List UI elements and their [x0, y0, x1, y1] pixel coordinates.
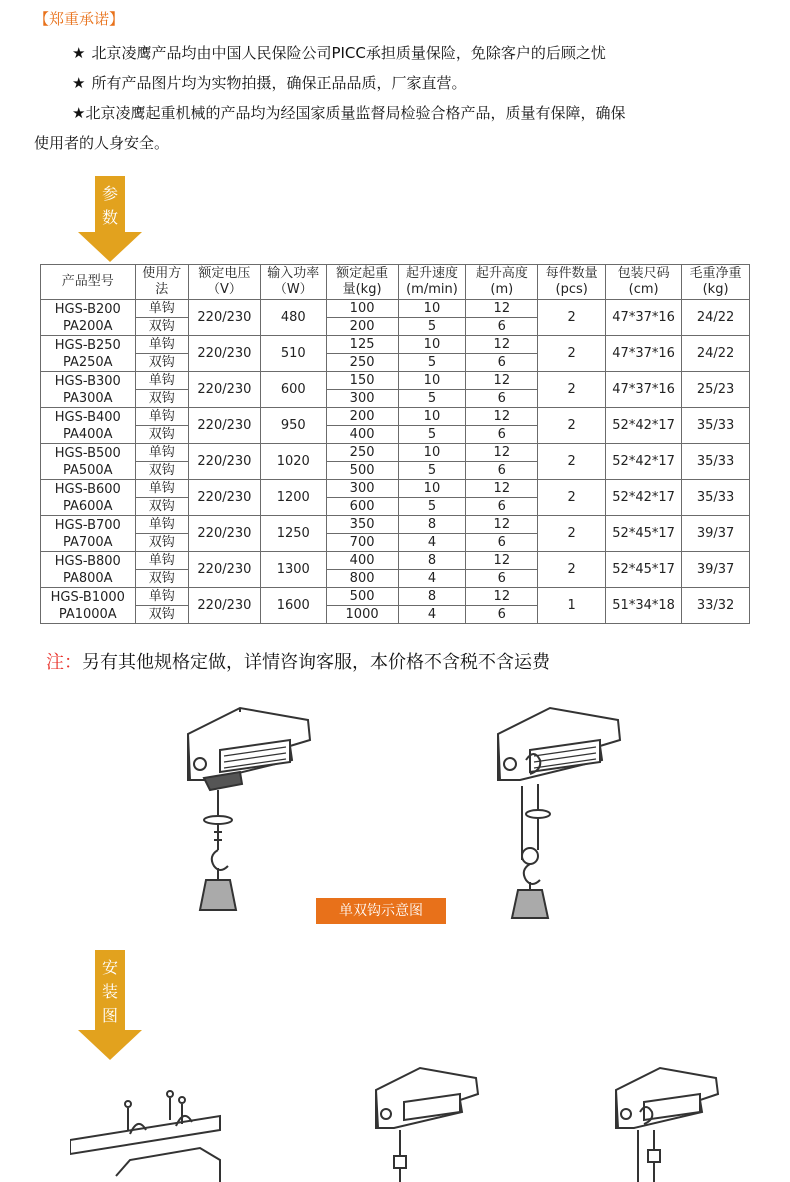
promise-item-3-continued: 使用者的人身安全。: [34, 134, 170, 152]
method-cell: 双钩: [135, 462, 188, 480]
height-cell: 12: [466, 444, 538, 462]
model-cell: HGS-B300 PA300A: [41, 372, 136, 408]
power-cell: 1600: [260, 588, 326, 624]
height-cell: 6: [466, 318, 538, 336]
column-header: 额定电压 （V）: [188, 265, 260, 300]
method-cell: 双钩: [135, 498, 188, 516]
table-row: [41, 444, 750, 462]
height-cell: 12: [466, 336, 538, 354]
column-header: 毛重净重 (kg): [682, 265, 750, 300]
arrow-down-icon: [78, 232, 142, 262]
table-header-row: [41, 265, 750, 300]
table-row: [41, 480, 750, 498]
weight-cell: 39/37: [682, 516, 750, 552]
qty-cell: 2: [538, 444, 606, 480]
column-header: 包装尺码 (cm): [606, 265, 682, 300]
height-cell: 6: [466, 354, 538, 372]
model-cell: HGS-B1000 PA1000A: [41, 588, 136, 624]
weight-cell: 35/33: [682, 444, 750, 480]
height-cell: 6: [466, 606, 538, 624]
speed-cell: 8: [398, 516, 466, 534]
qty-cell: 1: [538, 588, 606, 624]
weight-cell: 39/37: [682, 552, 750, 588]
load-cell: 300: [326, 480, 398, 498]
height-cell: 6: [466, 426, 538, 444]
speed-cell: 10: [398, 336, 466, 354]
method-cell: 双钩: [135, 606, 188, 624]
load-cell: 700: [326, 534, 398, 552]
speed-cell: 10: [398, 300, 466, 318]
load-cell: 150: [326, 372, 398, 390]
qty-cell: 2: [538, 480, 606, 516]
qty-cell: 2: [538, 336, 606, 372]
load-cell: 300: [326, 390, 398, 408]
weight-cell: 35/33: [682, 408, 750, 444]
power-cell: 510: [260, 336, 326, 372]
qty-cell: 2: [538, 516, 606, 552]
speed-cell: 4: [398, 534, 466, 552]
method-cell: 单钩: [135, 552, 188, 570]
weight-cell: 24/22: [682, 336, 750, 372]
load-cell: 125: [326, 336, 398, 354]
height-cell: 6: [466, 534, 538, 552]
note-prefix: 注：: [46, 652, 82, 673]
weight-cell: 25/23: [682, 372, 750, 408]
size-cell: 52*42*17: [606, 480, 682, 516]
method-cell: 单钩: [135, 588, 188, 606]
promise-item-text: 所有产品图片均为实物拍摄，确保正品品质，厂家直营。: [91, 74, 467, 92]
table-body: [41, 300, 750, 624]
promise-item-2: [72, 72, 466, 93]
load-cell: 100: [326, 300, 398, 318]
star-icon: ★: [72, 74, 86, 92]
power-cell: 950: [260, 408, 326, 444]
pricing-note: [46, 648, 550, 674]
height-cell: 12: [466, 516, 538, 534]
size-cell: 52*42*17: [606, 408, 682, 444]
install-badge-label: 安 装 图: [95, 950, 125, 1030]
voltage-cell: 220/230: [188, 372, 260, 408]
height-cell: 6: [466, 570, 538, 588]
voltage-cell: 220/230: [188, 588, 260, 624]
voltage-cell: 220/230: [188, 336, 260, 372]
method-cell: 单钩: [135, 300, 188, 318]
model-cell: HGS-B700 PA700A: [41, 516, 136, 552]
speed-cell: 8: [398, 588, 466, 606]
speed-cell: 8: [398, 552, 466, 570]
height-cell: 12: [466, 300, 538, 318]
method-cell: 单钩: [135, 336, 188, 354]
method-cell: 双钩: [135, 390, 188, 408]
load-cell: 200: [326, 408, 398, 426]
table-row: [41, 408, 750, 426]
size-cell: 51*34*18: [606, 588, 682, 624]
load-cell: 400: [326, 552, 398, 570]
model-cell: HGS-B600 PA600A: [41, 480, 136, 516]
method-cell: 单钩: [135, 408, 188, 426]
height-cell: 6: [466, 390, 538, 408]
star-icon: ★: [72, 44, 86, 62]
arrow-down-icon: [78, 1030, 142, 1060]
table-row: [41, 588, 750, 606]
power-cell: 1200: [260, 480, 326, 516]
speed-cell: 5: [398, 462, 466, 480]
speed-cell: 4: [398, 570, 466, 588]
power-cell: 480: [260, 300, 326, 336]
load-cell: 250: [326, 444, 398, 462]
table-row: [41, 300, 750, 318]
installation-single-hook-drawing: [370, 1060, 490, 1182]
voltage-cell: 220/230: [188, 516, 260, 552]
star-icon: ★: [72, 104, 86, 122]
size-cell: 52*42*17: [606, 444, 682, 480]
table-row: [41, 336, 750, 354]
params-badge-label: 参 数: [95, 176, 125, 232]
height-cell: 12: [466, 372, 538, 390]
table-row: [41, 516, 750, 534]
model-cell: HGS-B250 PA250A: [41, 336, 136, 372]
table-row: [41, 552, 750, 570]
load-cell: 250: [326, 354, 398, 372]
height-cell: 12: [466, 408, 538, 426]
method-cell: 双钩: [135, 354, 188, 372]
column-header: 起升高度 (m): [466, 265, 538, 300]
height-cell: 12: [466, 480, 538, 498]
height-cell: 6: [466, 498, 538, 516]
voltage-cell: 220/230: [188, 552, 260, 588]
speed-cell: 10: [398, 480, 466, 498]
column-header: 起升速度 (m/min): [398, 265, 466, 300]
note-text: 另有其他规格定做，详情咨询客服，本价格不含税不含运费: [82, 652, 550, 673]
params-badge: [78, 176, 142, 262]
power-cell: 1300: [260, 552, 326, 588]
promise-item-text: 北京凌鹰起重机械的产品均为经国家质量监督局检验合格产品，质量有保障，确保: [85, 104, 626, 122]
weight-cell: 35/33: [682, 480, 750, 516]
voltage-cell: 220/230: [188, 444, 260, 480]
size-cell: 52*45*17: [606, 516, 682, 552]
qty-cell: 2: [538, 300, 606, 336]
model-cell: HGS-B200 PA200A: [41, 300, 136, 336]
installation-double-hook-drawing: [610, 1060, 730, 1182]
method-cell: 双钩: [135, 534, 188, 552]
install-badge: [78, 950, 142, 1060]
speed-cell: 5: [398, 354, 466, 372]
load-cell: 500: [326, 462, 398, 480]
hook-diagram-caption: 单双钩示意图: [316, 898, 446, 924]
size-cell: 52*45*17: [606, 552, 682, 588]
load-cell: 1000: [326, 606, 398, 624]
weight-cell: 24/22: [682, 300, 750, 336]
weight-cell: 33/32: [682, 588, 750, 624]
size-cell: 47*37*16: [606, 372, 682, 408]
voltage-cell: 220/230: [188, 300, 260, 336]
table-row: [41, 372, 750, 390]
voltage-cell: 220/230: [188, 480, 260, 516]
promise-item-text: 北京凌鹰产品均由中国人民保险公司PICC承担质量保险，免除客户的后顾之忧: [91, 44, 606, 62]
promise-item-1: [72, 42, 606, 63]
power-cell: 600: [260, 372, 326, 408]
column-header: 产品型号: [41, 265, 136, 300]
speed-cell: 5: [398, 318, 466, 336]
qty-cell: 2: [538, 372, 606, 408]
method-cell: 单钩: [135, 516, 188, 534]
method-cell: 单钩: [135, 444, 188, 462]
qty-cell: 2: [538, 408, 606, 444]
speed-cell: 10: [398, 408, 466, 426]
model-cell: HGS-B800 PA800A: [41, 552, 136, 588]
qty-cell: 2: [538, 552, 606, 588]
method-cell: 双钩: [135, 426, 188, 444]
speed-cell: 5: [398, 426, 466, 444]
model-cell: HGS-B400 PA400A: [41, 408, 136, 444]
load-cell: 500: [326, 588, 398, 606]
column-header: 每件数量 (pcs): [538, 265, 606, 300]
speed-cell: 10: [398, 444, 466, 462]
height-cell: 6: [466, 462, 538, 480]
size-cell: 47*37*16: [606, 336, 682, 372]
column-header: 输入功率 （W）: [260, 265, 326, 300]
method-cell: 单钩: [135, 372, 188, 390]
double-hook-hoist-drawing: [490, 700, 630, 930]
load-cell: 200: [326, 318, 398, 336]
size-cell: 47*37*16: [606, 300, 682, 336]
promise-item-3: [72, 102, 625, 123]
power-cell: 1250: [260, 516, 326, 552]
speed-cell: 4: [398, 606, 466, 624]
column-header: 额定起重 量(kg): [326, 265, 398, 300]
installation-clamp-drawing: [70, 1090, 270, 1182]
column-header: 使用方 法: [135, 265, 188, 300]
voltage-cell: 220/230: [188, 408, 260, 444]
speed-cell: 5: [398, 390, 466, 408]
promise-title: 【郑重承诺】: [34, 10, 125, 28]
method-cell: 单钩: [135, 480, 188, 498]
method-cell: 双钩: [135, 570, 188, 588]
load-cell: 400: [326, 426, 398, 444]
load-cell: 350: [326, 516, 398, 534]
height-cell: 12: [466, 552, 538, 570]
power-cell: 1020: [260, 444, 326, 480]
height-cell: 12: [466, 588, 538, 606]
model-cell: HGS-B500 PA500A: [41, 444, 136, 480]
spec-table: [40, 264, 750, 624]
speed-cell: 10: [398, 372, 466, 390]
load-cell: 800: [326, 570, 398, 588]
speed-cell: 5: [398, 498, 466, 516]
single-hook-hoist-drawing: [180, 700, 320, 930]
method-cell: 双钩: [135, 318, 188, 336]
load-cell: 600: [326, 498, 398, 516]
